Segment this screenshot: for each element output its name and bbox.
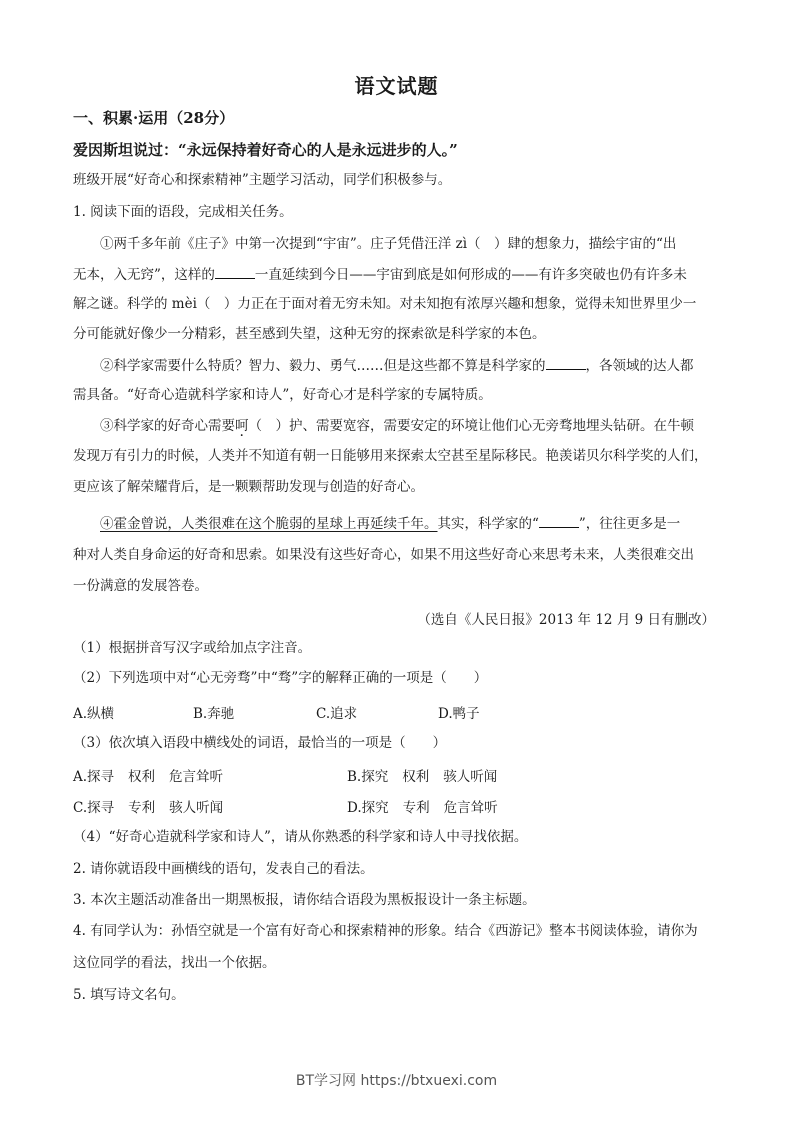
passage-text: （ ）护、需要宽容，需要安定的环境让他们心无旁骛地埋头钻研。在牛顿 xyxy=(248,418,694,434)
passage-text: ，各领域的达人都 xyxy=(585,358,694,374)
option-word: 危言耸听 xyxy=(169,769,224,785)
option-word: 骇人听闻 xyxy=(169,800,224,816)
passage-p1-line3: 解之谜。科学的 mèi（ ）力正在于面对着无穷未知。对未知抱有浓厚兴趣和想象，觉得未知世界里少一 xyxy=(73,296,697,312)
option-word: 权利 xyxy=(402,769,430,785)
option-word: 专利 xyxy=(402,800,430,816)
passage-p2-line1 xyxy=(100,355,694,376)
question-3: 3. 本次主题活动准备出一期黑板报，请你结合语段为黑板报设计一条主标题。 xyxy=(73,892,536,908)
dotted-character: 呵 xyxy=(235,418,249,434)
passage-p1-line1: ①两千多年前《庄子》中第一次提到“宇宙”。庄子凭借汪洋 zì（ ）肆的想象力，描绘宇宙的“出 xyxy=(100,236,677,252)
passage-text: 其实，科学家的“ xyxy=(437,516,539,532)
option-word: 专利 xyxy=(128,800,156,816)
section-heading: 一、积累·运用（28分） xyxy=(73,109,235,127)
question-5: 5. 填写诗文名句。 xyxy=(73,987,185,1003)
page-title: 语文试题 xyxy=(354,74,439,98)
option-label: B.探究 xyxy=(347,769,389,785)
option-3b[interactable] xyxy=(347,765,497,785)
activity-intro: 班级开展“好奇心和探索精神”主题学习活动，同学们积极参与。 xyxy=(73,172,452,188)
subquestion-2: （2）下列选项中对“心无旁骛”中“骛”字的解释正确的一项是（ ） xyxy=(73,670,488,686)
passage-p4-line1 xyxy=(100,513,680,534)
option-2c[interactable]: C.追求 xyxy=(316,706,358,722)
underlined-sentence: ④霍金曾说，人类很难在这个脆弱的星球上再延续千年。 xyxy=(100,516,438,532)
footer-watermark: BT学习网 https://btxuexi.com xyxy=(295,1073,498,1089)
fill-blank-2[interactable] xyxy=(546,355,586,370)
passage-text: ②科学家需要什么特质？智力、毅力、勇气……但是这些都不算是科学家的 xyxy=(100,358,546,374)
passage-p4-line2: 种对人类自身命运的好奇和思索。如果没有这些好奇心，如果不用这些好奇心来思考未来，人类很难交出 xyxy=(73,547,694,563)
subquestion-1: （1）根据拼音写汉字或给加点字注音。 xyxy=(73,640,312,656)
option-word: 权利 xyxy=(128,769,156,785)
passage-p4-line3: 一份满意的发展答卷。 xyxy=(73,578,208,594)
option-label: A.探寻 xyxy=(73,769,115,785)
passage-text: 一直延续到今日——宇宙到底是如何形成的——有许多突破也仍有许多未 xyxy=(254,267,687,283)
question-1-prompt: 1. 阅读下面的语段，完成相关任务。 xyxy=(73,204,293,220)
passage-text: 无本，入无窍”，这样的 xyxy=(73,267,215,283)
passage-text: ”，往往更多是一 xyxy=(578,516,681,532)
einstein-quote: 爱因斯坦说过：“永远保持着好奇心的人是永远进步的人。” xyxy=(73,141,458,159)
subquestion-4: （4）“好奇心造就科学家和诗人”，请从你熟悉的科学家和诗人中寻找依据。 xyxy=(73,829,528,845)
question-4-line2: 这位同学的看法，找出一个依据。 xyxy=(73,955,276,971)
passage-p3-line3: 更应该了解荣耀背后，是一颗颗帮助发现与创造的好奇心。 xyxy=(73,479,424,495)
option-2b[interactable]: B.奔驰 xyxy=(193,706,235,722)
question-4-line1: 4. 有同学认为：孙悟空就是一个富有好奇心和探索精神的形象。结合《西游记》整本书阅读体验，请你为 xyxy=(73,923,698,939)
question-2: 2. 请你就语段中画横线的语句，发表自己的看法。 xyxy=(73,861,374,877)
passage-text: ③科学家的好奇心需要 xyxy=(100,418,235,434)
option-word: 危言耸听 xyxy=(443,800,498,816)
option-label: D.探究 xyxy=(347,800,389,816)
fill-blank-3[interactable] xyxy=(539,513,579,528)
passage-p1-line4: 分可能就好像少一分精彩，甚至感到失望，这种无穷的探索欲是科学家的本色。 xyxy=(73,326,546,342)
option-2a[interactable]: A.纵横 xyxy=(73,706,115,722)
option-label: C.探寻 xyxy=(73,800,115,816)
option-word: 骇人听闻 xyxy=(443,769,498,785)
passage-p2-line2: 需具备。“好奇心造就科学家和诗人”，好奇心才是科学家的专属特质。 xyxy=(73,387,492,403)
option-2d[interactable]: D.鸭子 xyxy=(438,706,480,722)
option-3c[interactable] xyxy=(73,796,223,816)
option-3a[interactable] xyxy=(73,765,223,785)
passage-source: （选自《人民日报》2013 年 12 月 9 日有删改） xyxy=(417,612,715,628)
passage-p3-line1 xyxy=(100,416,694,436)
passage-p3-line2: 发现万有引力的时候，人类并不知道有朝一日能够用来探索太空甚至星际移民。艳羡诺贝尔科学奖的人们， xyxy=(73,448,708,464)
subquestion-3: （3）依次填入语段中横线处的词语，最恰当的一项是（ ） xyxy=(73,735,447,751)
option-3d[interactable] xyxy=(347,796,498,816)
passage-p1-line2 xyxy=(73,264,687,285)
fill-blank-1[interactable] xyxy=(215,264,255,279)
